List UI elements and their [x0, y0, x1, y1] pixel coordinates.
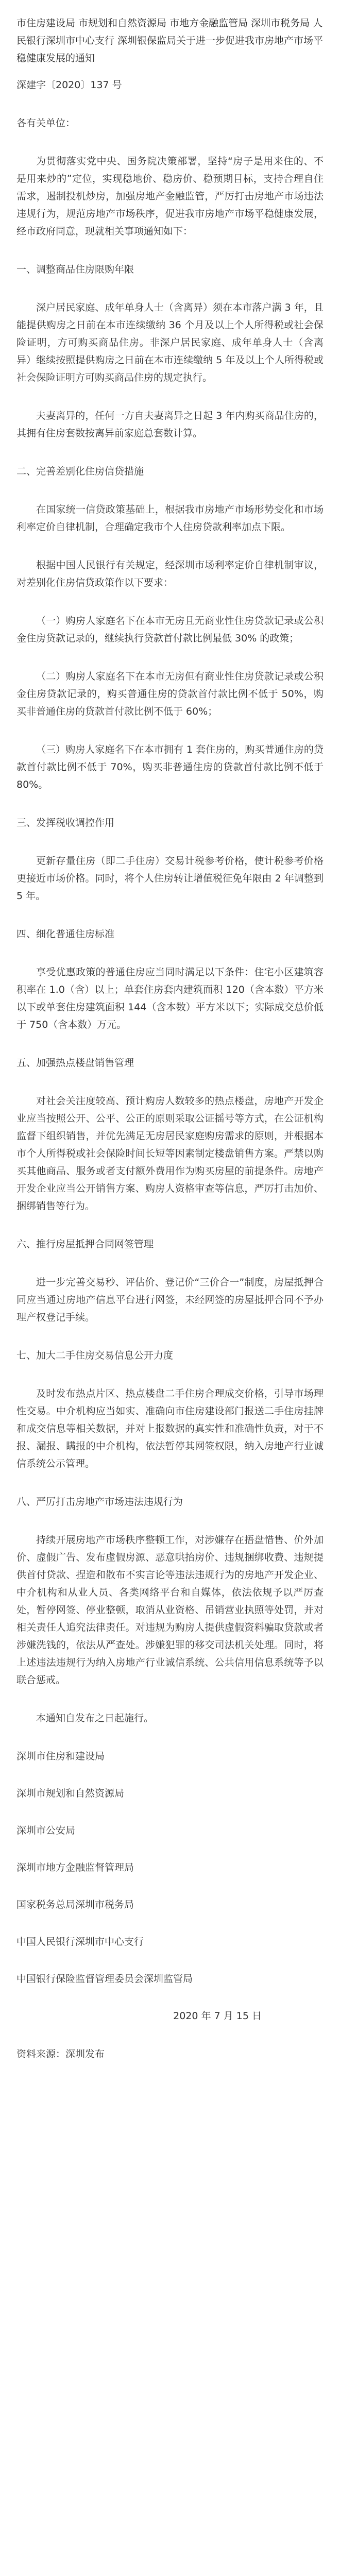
signatory: 深圳市地方金融监督管理局	[16, 1862, 134, 1873]
section-heading: 一、调整商品住房限购年限	[16, 264, 134, 275]
salutation: 各有关单位：	[16, 117, 76, 129]
source-note: 资料来源：深圳发布	[16, 2048, 105, 2060]
section-3	[16, 814, 324, 905]
paragraph: 持续开展房地产市场秩序整顿工作，对涉嫌存在捂盘惜售、价外加价、虚假广告、发布虚假房源、恶意哄抬房价、违规捆绑收费、违规提供首付贷款、捏造和散布不实言论等违法违规行为的房地产开发企业、中介机构和从业人员、各类网络平台和自媒体，依法依规予以严厉查处，暂停网签、停业整顿，取消从业资格、吊销营业执照等处罚，并对相关责任人追究法律责任。对违规为购房人提供虚假资料骗取贷款或者涉嫌洗钱的，依法从严查处。涉嫌犯罪的移交司法机关处理。同时，将上述违法违规行为纳入房地产行业诚信系统、公共信用信息系统等予以联合惩戒。	[16, 1534, 324, 1686]
section-1	[16, 261, 324, 442]
signatory: 深圳市公安局	[16, 1825, 76, 1836]
paragraph: 更新存量住房（即二手住房）交易计税参考价格，使计税参考价格更接近市场价格。同时，将个人住房转让增值税征免年限由 2 年调整到 5 年。	[16, 855, 324, 902]
signatory: 中国人民银行深圳市中心支行	[16, 1936, 144, 1947]
document-number: 深建字〔2020〕137 号	[16, 79, 122, 91]
section-5	[16, 1054, 324, 1215]
paragraph: 在国家统一信贷政策基础上，根据我市房地产市场形势变化和市场利率定价自律机制，合理确定我市个人住房贷款利率加点下限。	[16, 504, 324, 533]
paragraph: 及时发布热点片区、热点楼盘二手住房合理成交价格，引导市场理性交易。中介机构应当如实、准确向市住房建设部门报送二手住房挂牌和成交信息等相关数据，并对上报数据的真实性和准确性负责，对于不报、漏报、瞒报的中介机构，依法暂停其网签权限，纳入房地产行业诚信系统公示管理。	[16, 1388, 324, 1469]
paragraph: 对社会关注度较高、预计购房人数较多的热点楼盘，房地产开发企业应当按照公开、公平、公正的原则采取公证摇号等方式，在公证机构监督下组织销售，并优先满足无房居民家庭购房需求的原则，并根据本市个人所得税或社会保险时间长短等因素制定楼盘销售方案。严禁以购买其他商品、服务或者支付额外费用作为购买房屋的前提条件。房地产开发企业应当公开销售方案、购房人资格审查等信息，严厉打击加价、捆绑销售等行为。	[16, 1095, 324, 1212]
signatory: 深圳市规划和自然资源局	[16, 1788, 125, 1799]
paragraph: 深户居民家庭、成年单身人士（含离异）须在本市落户满 3 年，且能提供购房之日前在本市连续缴纳 36 个月及以上个人所得税或社会保险证明，方可购买商品住房。非深户居民家庭、成年单身人士（含离异）继续按照提供购房之日前在本市连续缴纳 5 年及以上个人所得税或社会保险证明方可购买商品住房的规定执行。	[16, 302, 324, 383]
section-heading: 三、发挥税收调控作用	[16, 817, 115, 828]
section-2	[16, 463, 324, 793]
section-7	[16, 1347, 324, 1472]
section-heading: 二、完善差别化住房信贷措施	[16, 466, 144, 477]
paragraph: （二）购房人家庭名下在本市无房但有商业性住房贷款记录或公积金住房贷款记录的，购买普通住房的贷款首付款比例不低于 50%，购买非普通住房的贷款首付款比例不低于 60%；	[16, 671, 324, 717]
paragraph: 进一步完善交易秒、评估价、登记价“三价合一”制度，房屋抵押合同应当通过房地产信息平台进行网签，未经网签的房屋抵押合同不予办理产权登记手续。	[16, 1277, 324, 1323]
document-title: 市住房建设局 市规划和自然资源局 市地方金融监管局 深圳市税务局 人民银行深圳市中心支行 深圳银保监局关于进一步促进我市房地产市场平稳健康发展的通知	[16, 18, 324, 64]
signatory: 中国银行保险监督管理委员会深圳监管局	[16, 1973, 193, 1985]
section-heading: 七、加大二手住房交易信息公开力度	[16, 1350, 174, 1361]
signatory: 深圳市住房和建设局	[16, 1751, 105, 1762]
section-4	[16, 925, 324, 1033]
section-8	[16, 1493, 324, 1689]
paragraph: 根据中国人民银行有关规定，经深圳市场利率定价自律机制审议，对差别化住房信贷政策作以下要求：	[16, 560, 324, 588]
paragraph: （三）购房人家庭名下在本市拥有 1 套住房的，购买普通住房的贷款首付款比例不低于 70%，购买非普通住房的贷款首付款比例不低于 80%。	[16, 744, 324, 790]
section-heading: 八、严厉打击房地产市场违法违规行为	[16, 1496, 183, 1507]
signatories	[16, 1748, 324, 1988]
paragraph: 夫妻离异的，任何一方自夫妻离异之日起 3 年内购买商品住房的，其拥有住房套数按离异前家庭总套数计算。	[16, 410, 324, 439]
closing-paragraph: 本通知自发布之日起施行。	[36, 1713, 154, 1724]
section-6	[16, 1235, 324, 1326]
issue-date: 2020 年 7 月 15 日	[173, 2010, 262, 2022]
paragraph: 享受优惠政策的普通住房应当同时满足以下条件：住宅小区建筑容积率在 1.0（含）以上；单套住房套内建筑面积 120（含本数）平方米以下或单套住房建筑面积 144（含本数）平方米以下；实际成交总价低于 750（含本数）万元。	[16, 967, 324, 1030]
section-heading: 五、加强热点楼盘销售管理	[16, 1057, 134, 1069]
section-heading: 四、细化普通住房标准	[16, 928, 115, 940]
signatory: 国家税务总局深圳市税务局	[16, 1899, 134, 1910]
paragraph: （一）购房人家庭名下在本市无房且无商业性住房贷款记录或公积金住房贷款记录的，继续执行贷款首付款比例最低 30% 的政策；	[16, 615, 324, 644]
section-heading: 六、推行房屋抵押合同网签管理	[16, 1239, 154, 1250]
intro-paragraph: 为贯彻落实党中央、国务院决策部署，坚持“房子是用来住的、不是用来炒的”定位，实现稳地价、稳房价、稳预期目标，支持合理自住需求，遏制投机炒房，加强房地产金融监管，严厉打击房地产市场违法违规行为，规范房地产市场秩序，促进我市房地产市场平稳健康发展，经市政府同意，现就相关事项通知如下：	[16, 156, 324, 237]
